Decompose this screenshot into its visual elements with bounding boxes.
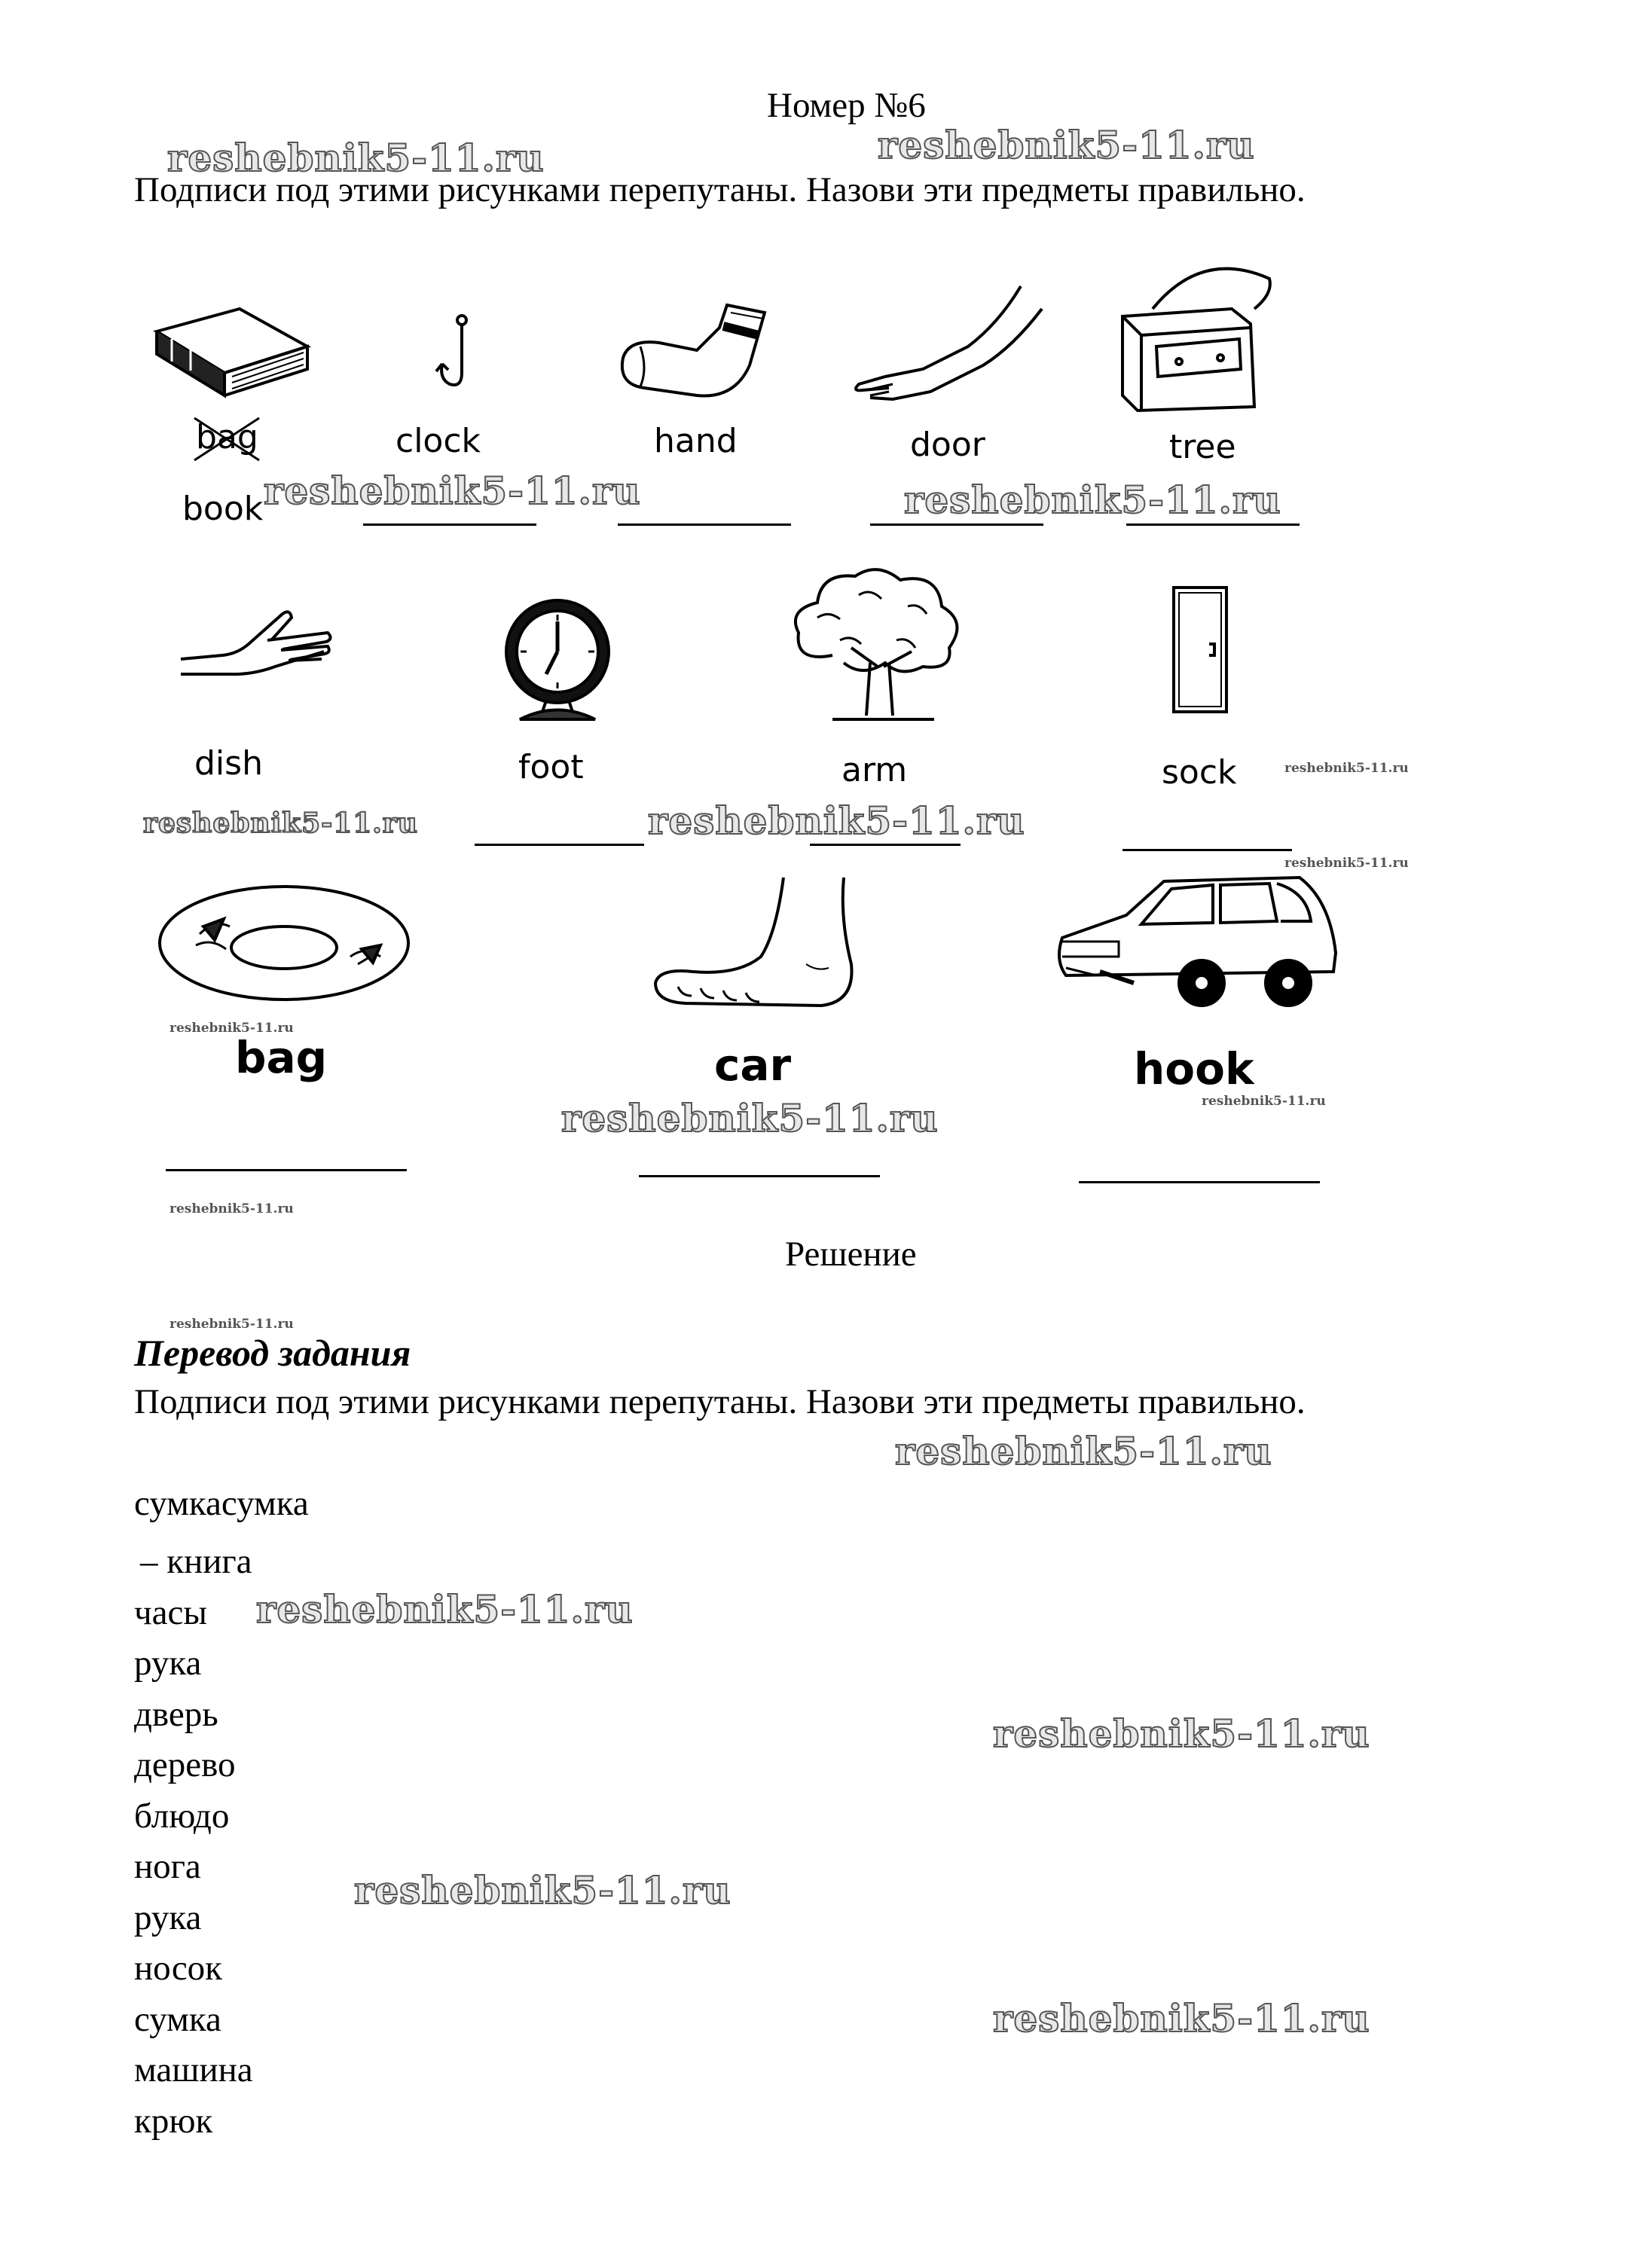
- caption: dish: [194, 744, 263, 783]
- watermark: reshebnik5-11.ru: [264, 469, 641, 513]
- answer-item: рука: [134, 1644, 202, 1683]
- translation-heading: Перевод задания: [134, 1332, 411, 1374]
- watermark: reshebnik5-11.ru: [993, 1711, 1370, 1756]
- hook-icon: [433, 313, 486, 395]
- watermark: reshebnik5-11.ru: [561, 1096, 939, 1140]
- caption: hand: [654, 422, 738, 460]
- answer-item: рука: [134, 1897, 202, 1937]
- watermark-small: reshebnik5-11.ru: [1202, 1094, 1326, 1109]
- answer-blank: [639, 1175, 880, 1177]
- caption: car: [714, 1039, 792, 1091]
- answer-item: крюк: [134, 2101, 213, 2141]
- answer-item: – книга: [140, 1542, 252, 1581]
- answer-item: часы: [134, 1592, 207, 1632]
- arm-icon: [848, 279, 1047, 407]
- sock-icon: [614, 298, 776, 403]
- answer-blank: [618, 524, 791, 526]
- watermark-small: reshebnik5-11.ru: [1284, 856, 1409, 871]
- answer-item: блюдо: [134, 1796, 230, 1836]
- caption: hook: [1134, 1043, 1254, 1094]
- exercise-title: Номер №6: [767, 86, 926, 125]
- caption: door: [910, 426, 985, 464]
- answer-blank: [166, 1169, 407, 1171]
- door-icon: [1168, 584, 1232, 716]
- watermark-small: reshebnik5-11.ru: [170, 1201, 294, 1216]
- watermark-small: reshebnik5-11.ru: [170, 1317, 294, 1332]
- caption: tree: [1169, 428, 1236, 466]
- caption: clock: [396, 422, 481, 460]
- caption: arm: [841, 751, 908, 789]
- solution-heading: Решение: [785, 1235, 917, 1274]
- translation-first-line: сумкасумка: [134, 1484, 309, 1523]
- answer-item: нога: [134, 1847, 201, 1886]
- watermark: reshebnik5-11.ru: [354, 1868, 732, 1912]
- caption: sock: [1162, 753, 1237, 792]
- foot-icon: [648, 874, 866, 1017]
- caption: foot: [518, 748, 584, 786]
- watermark: reshebnik5-11.ru: [256, 1587, 634, 1632]
- caption-crossed: bag: [196, 418, 258, 456]
- tree-icon: [787, 565, 968, 727]
- answer-blank: [363, 524, 536, 526]
- watermark-small: reshebnik5-11.ru: [1284, 761, 1409, 776]
- answer-blank: [810, 844, 961, 846]
- watermark: reshebnik5-11.ru: [167, 136, 545, 180]
- caption: bag: [235, 1032, 328, 1083]
- watermark: reshebnik5-11.ru: [878, 123, 1255, 167]
- answer-blank: [870, 524, 1043, 526]
- dish-icon: [154, 874, 414, 1021]
- translation-text: Подписи под этими рисунками перепутаны. Назови эти предметы правильно.: [134, 1382, 1306, 1421]
- watermark: reshebnik5-11.ru: [143, 807, 418, 839]
- answer-blank: [1079, 1181, 1320, 1183]
- task-text: Подписи под этими рисунками перепутаны. Назови эти предметы правильно.: [134, 170, 1306, 209]
- answer-blank: [475, 844, 644, 846]
- bag-icon: [1111, 264, 1284, 414]
- watermark: reshebnik5-11.ru: [648, 798, 1025, 843]
- answer-item: дверь: [134, 1694, 218, 1734]
- answer-blank: [1126, 524, 1300, 526]
- book-icon: [149, 301, 315, 399]
- answer-list: [134, 1537, 253, 2147]
- car-icon: [1051, 870, 1345, 1017]
- answer-blank: [1122, 849, 1292, 851]
- clock-icon: [493, 588, 622, 723]
- answer-item: машина: [134, 2050, 253, 2089]
- answer-item: носок: [134, 1949, 223, 1988]
- cross-out-mark: [191, 414, 264, 466]
- watermark-small: reshebnik5-11.ru: [170, 1021, 294, 1036]
- answer-item: дерево: [134, 1745, 236, 1784]
- watermark: reshebnik5-11.ru: [904, 478, 1281, 522]
- watermark: reshebnik5-11.ru: [895, 1429, 1272, 1473]
- answer-item: сумка: [134, 1999, 221, 2039]
- hand-icon: [177, 603, 335, 685]
- watermark: reshebnik5-11.ru: [993, 1996, 1370, 2041]
- example-answer: book: [182, 490, 264, 528]
